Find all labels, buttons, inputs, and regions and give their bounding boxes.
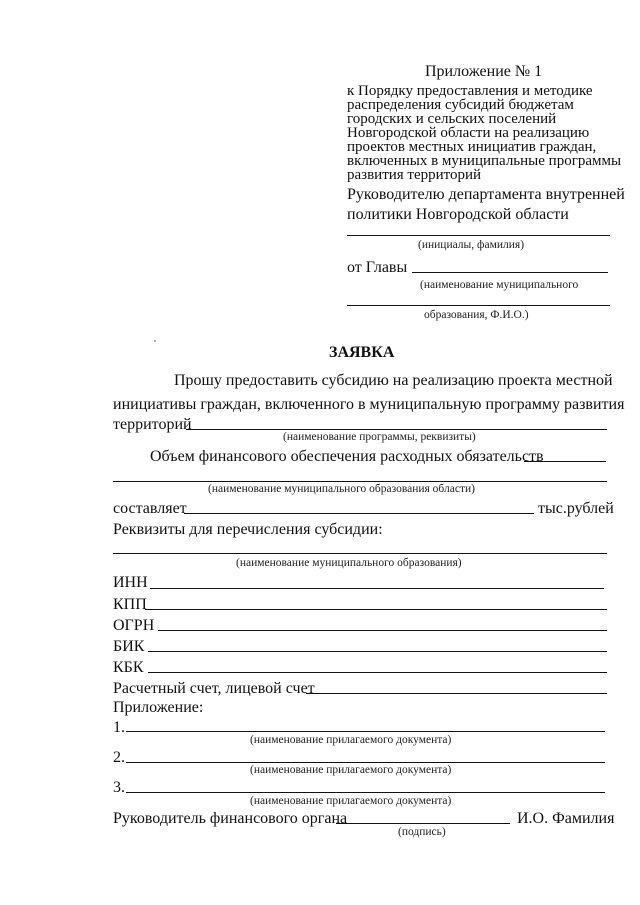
signature-name: И.О. Фамилия xyxy=(517,810,615,827)
appendix-line: включенных в муниципальные программы xyxy=(347,153,622,169)
ogrn-label: ОГРН xyxy=(113,617,155,634)
from-label: от Главы xyxy=(347,259,408,276)
kpp-fill-line[interactable] xyxy=(145,609,607,610)
attachment-fill-line[interactable] xyxy=(126,792,605,793)
attachment-caption: (наименование прилагаемого документа) xyxy=(250,764,452,776)
amount-unit: тыс.рублей xyxy=(538,500,614,517)
appendix-line: распределения субсидий бюджетам xyxy=(347,97,574,113)
signature-fill-line[interactable] xyxy=(336,823,510,824)
signature-label: Руководитель финансового органа xyxy=(113,810,348,827)
municipal-region-caption: (наименование муниципального образования области) xyxy=(208,483,475,495)
inn-label: ИНН xyxy=(113,574,148,591)
account-label: Расчетный счет, лицевой счет xyxy=(113,680,315,697)
initials-caption: (инициалы, фамилия) xyxy=(418,239,525,251)
volume-label: Объем финансового обеспечения расходных обязательств xyxy=(150,448,544,465)
program-caption: (наименование программы, реквизиты) xyxy=(283,431,476,443)
appendix-line: развития территорий xyxy=(347,167,482,183)
program-fill-line[interactable] xyxy=(186,429,607,430)
signature-caption: (подпись) xyxy=(398,826,446,838)
appendix-line: проектов местных инициатив граждан, xyxy=(347,139,597,155)
addressee-line-1: Руководителю департамента внутренней xyxy=(347,186,625,203)
appendix-line: городских и сельских поселений xyxy=(347,111,557,127)
kbk-fill-line[interactable] xyxy=(148,672,607,673)
attachment-fill-line[interactable] xyxy=(126,762,605,763)
scan-speck xyxy=(154,340,156,342)
municipal-name-fill-line[interactable] xyxy=(113,553,607,554)
initials-fill-line[interactable] xyxy=(347,235,610,236)
body-line-1: Прошу предоставить субсидию на реализацию проекта местной xyxy=(174,372,613,389)
attachment-number: 3. xyxy=(113,779,125,796)
body-line-3-label: территорий xyxy=(113,416,192,433)
attachment-number: 1. xyxy=(113,719,125,736)
attachment-fill-line[interactable] xyxy=(126,731,605,732)
attachments-label: Приложение: xyxy=(113,699,204,716)
municipal-region-fill-line[interactable] xyxy=(113,481,607,482)
appendix-line: к Порядку предоставления и методике xyxy=(347,83,593,99)
bik-label: БИК xyxy=(113,638,145,655)
body-line-2: инициативы граждан, включенного в муниципальную программу развития xyxy=(113,396,625,413)
amount-fill-line[interactable] xyxy=(184,513,534,514)
volume-fill-line[interactable] xyxy=(524,461,606,462)
appendix-line: Новгородской области на реализацию xyxy=(347,125,590,141)
inn-fill-line[interactable] xyxy=(150,588,604,589)
attachment-number: 2. xyxy=(113,749,125,766)
kpp-label: КПП xyxy=(113,596,147,613)
kbk-label: КБК xyxy=(113,659,144,676)
document-title: ЗАЯВКА xyxy=(329,344,395,361)
account-fill-line[interactable] xyxy=(306,693,607,694)
municipal-caption-1: (наименование муниципального xyxy=(420,279,579,291)
municipal-caption: (наименование муниципального образования) xyxy=(236,557,462,569)
amount-label: составляет xyxy=(113,500,187,517)
municipal-fill-line[interactable] xyxy=(347,305,610,306)
bik-fill-line[interactable] xyxy=(148,651,607,652)
ogrn-fill-line[interactable] xyxy=(158,630,607,631)
municipal-caption-2: образования, Ф.И.О.) xyxy=(424,309,529,321)
head-name-fill-line[interactable] xyxy=(412,272,608,273)
attachment-caption: (наименование прилагаемого документа) xyxy=(250,734,452,746)
requisites-label: Реквизиты для перечисления субсидии: xyxy=(113,521,383,538)
attachment-caption: (наименование прилагаемого документа) xyxy=(250,795,452,807)
appendix-title: Приложение № 1 xyxy=(425,63,543,80)
addressee-line-2: политики Новгородской области xyxy=(347,206,569,223)
